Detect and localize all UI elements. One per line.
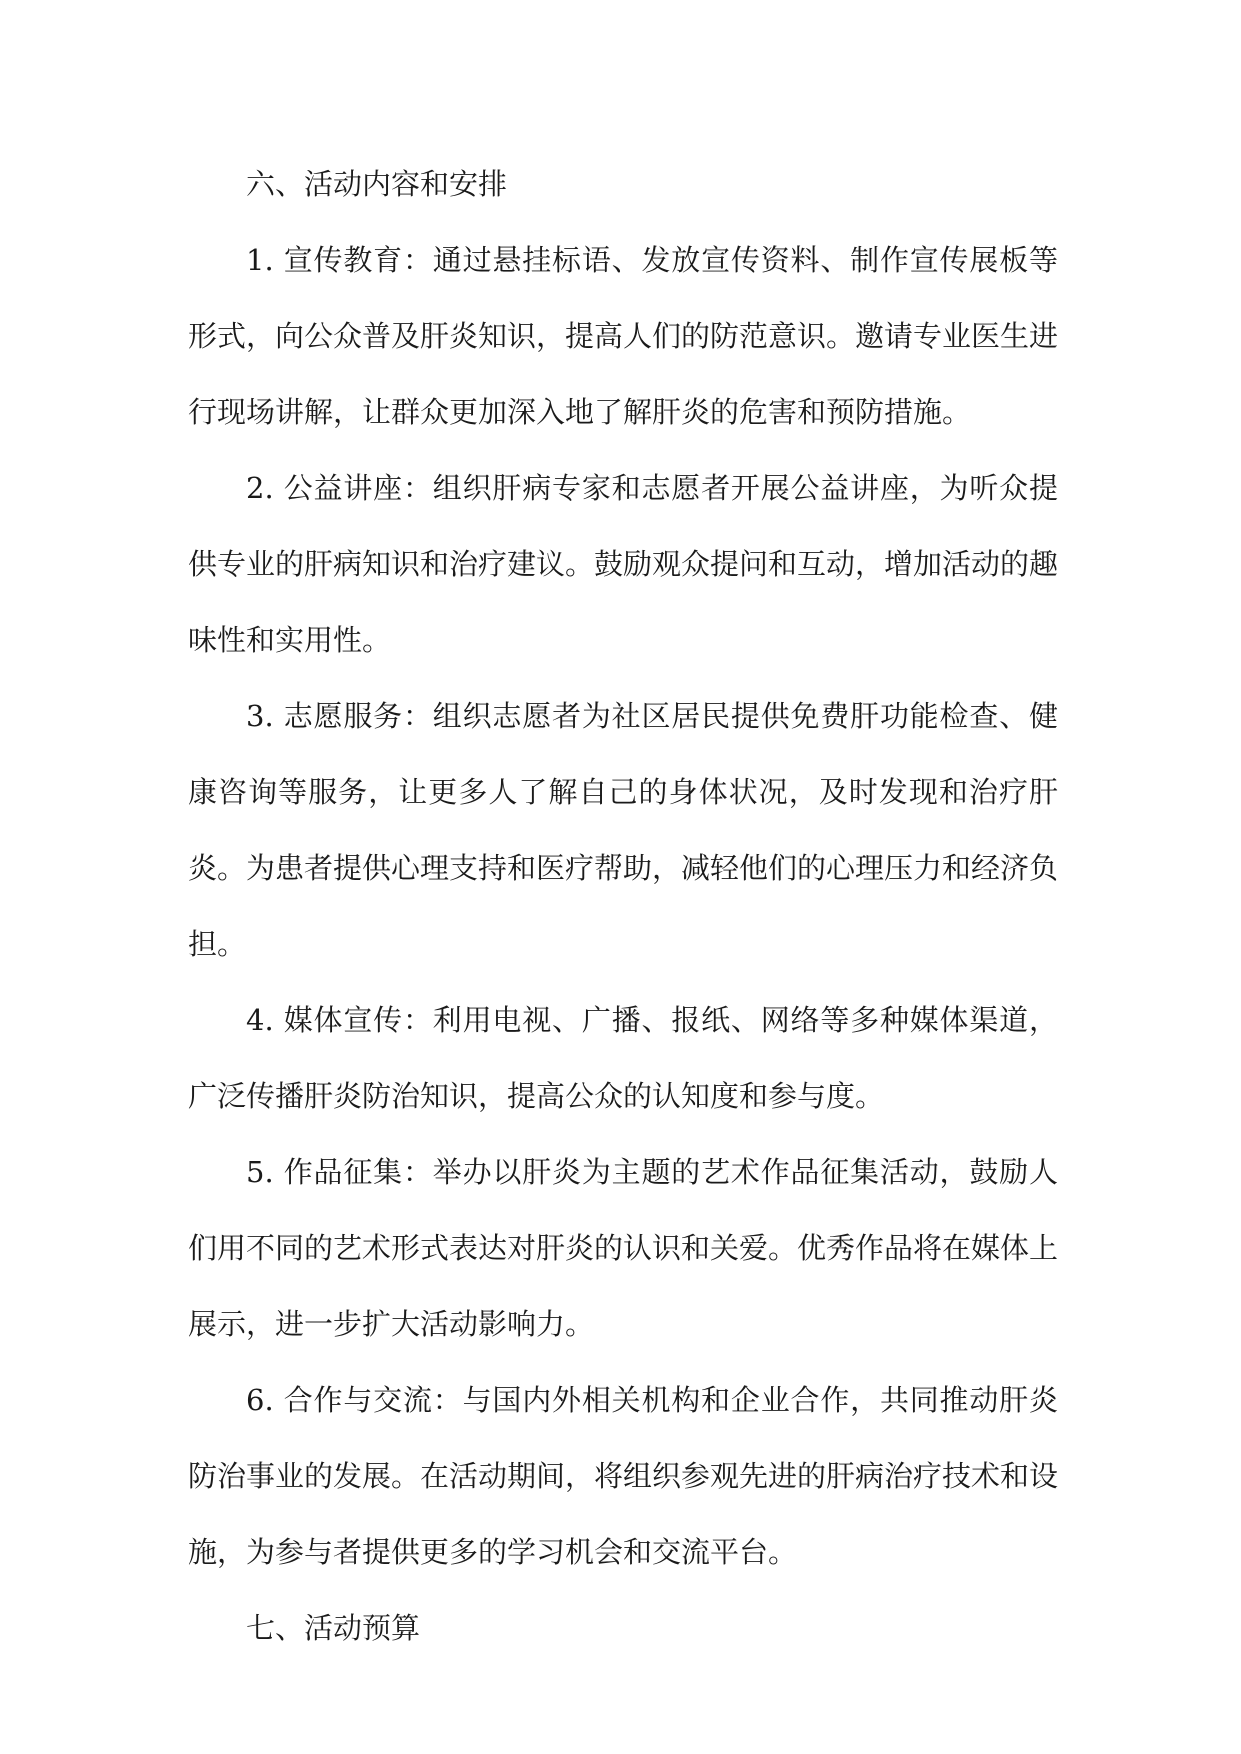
paragraph-cooperation-exchange: 6. 合作与交流：与国内外相关机构和企业合作，共同推动肝炎防治事业的发展。在活动期间，将组织参观先进的肝病治疗技术和设施，为参与者提供更多的学习机会和交流平台。 <box>188 1383 1059 1569</box>
paragraph-publicity-education: 1. 宣传教育：通过悬挂标语、发放宣传资料、制作宣传展板等形式，向公众普及肝炎知识，提高人们的防范意识。邀请专业医生进行现场讲解，让群众更加深入地了解肝炎的危害和预防措施。 <box>188 243 1059 429</box>
paragraph-work-collection: 5. 作品征集：举办以肝炎为主题的艺术作品征集活动，鼓励人们用不同的艺术形式表达对肝炎的认识和关爱。优秀作品将在媒体上展示，进一步扩大活动影响力。 <box>188 1155 1059 1341</box>
section-heading-activity-content: 六、活动内容和安排 <box>246 167 508 201</box>
paragraph-volunteer-service: 3. 志愿服务：组织志愿者为社区居民提供免费肝功能检查、健康咨询等服务，让更多人了解自己的身体状况，及时发现和治疗肝炎。为患者提供心理支持和医疗帮助，减轻他们的心理压力和经济负担。 <box>188 699 1059 961</box>
document-body <box>188 146 1058 1666</box>
section-heading-activity-budget: 七、活动预算 <box>246 1611 421 1645</box>
paragraph-media-publicity: 4. 媒体宣传：利用电视、广播、报纸、网络等多种媒体渠道，广泛传播肝炎防治知识，提高公众的认知度和参与度。 <box>188 1003 1058 1113</box>
paragraph-public-lecture: 2. 公益讲座：组织肝病专家和志愿者开展公益讲座，为听众提供专业的肝病知识和治疗建议。鼓励观众提问和互动，增加活动的趣味性和实用性。 <box>188 471 1059 657</box>
